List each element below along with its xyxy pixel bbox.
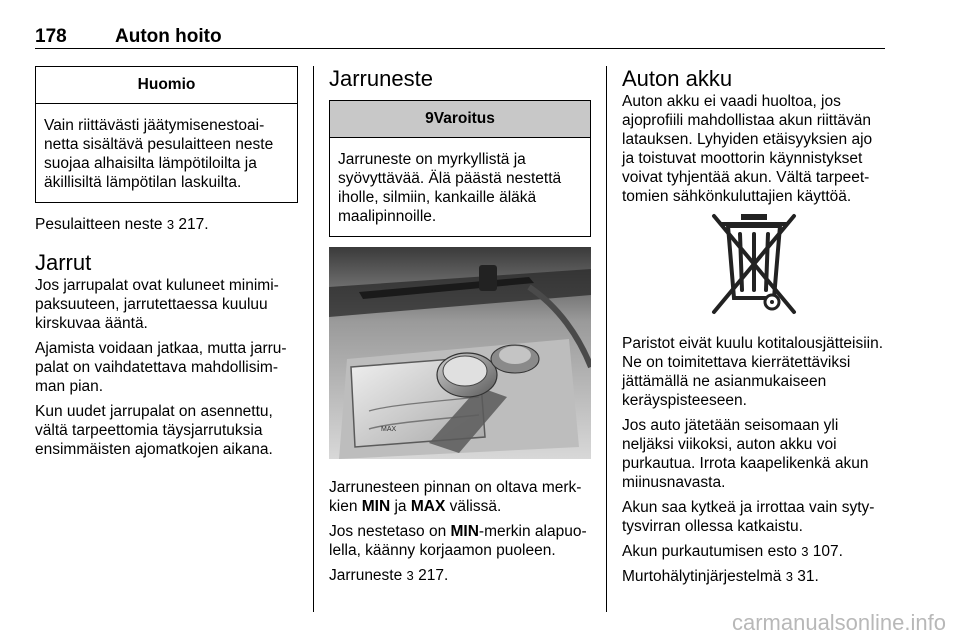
warning-box bbox=[329, 100, 591, 237]
brakes-paragraph: Jos jarrupalat ovat kuluneet minimipaksuuteen, jarrutettaessa kuuluu kirskuvaa ääntä. bbox=[35, 277, 279, 332]
washer-fluid-reference[interactable]: Pesulaitteen neste 3 217. bbox=[35, 216, 209, 233]
page-ref-icon: 3 bbox=[166, 217, 175, 232]
page-number: 178 bbox=[35, 26, 67, 47]
watermark: carmanualsonline.info bbox=[731, 610, 946, 635]
column-middle bbox=[329, 66, 591, 591]
low-fluid-text: Jos nestetaso on MIN-merkin alapuolella, käänny korjaamon puoleen. bbox=[329, 523, 587, 559]
warning-title-bar bbox=[330, 101, 590, 138]
column-divider bbox=[606, 66, 607, 612]
notice-body: Vain riittävästi jäätymisenestoainetta sisältävä pesulaitteen neste suojaa alhaisilta lämpötiloilta ja äkillisiltä lämpötilan laskuilta. bbox=[44, 117, 274, 191]
battery-paragraph: Paristot eivät kuulu kotitalousjätteisiin. Ne on toimitettava kierrätettäviksi jättämällä ne asianmukaiseen keräyspisteeseen. bbox=[622, 335, 884, 409]
brake-fluid-reservoir-photo bbox=[329, 247, 591, 459]
page-ref-icon: 3 bbox=[785, 569, 793, 584]
battery-heading: Auton akku bbox=[622, 66, 733, 91]
column-divider bbox=[313, 66, 314, 612]
warning-title: Varoitus bbox=[433, 110, 495, 127]
brake-fluid-reference[interactable]: Jarruneste 3 217. bbox=[329, 567, 449, 584]
page-ref-icon: 3 bbox=[801, 544, 809, 559]
section-title: Auton hoito bbox=[115, 26, 222, 47]
brakes-paragraph: Kun uudet jarrupalat on asennettu, vältä tarpeettomia täysjarrutuksia ensimmäisten ajomatkojen aikana. bbox=[35, 403, 273, 458]
battery-paragraph: Akun saa kytkeä ja irrottaa vain sytytysvirran ollessa katkaistu. bbox=[622, 499, 875, 535]
page-header bbox=[35, 22, 885, 49]
brakes-heading: Jarrut bbox=[35, 250, 92, 275]
max-mark-label: MAX bbox=[381, 426, 397, 433]
notice-title: Huomio bbox=[36, 67, 297, 104]
column-left bbox=[35, 66, 298, 465]
warning-triangle-icon: 9 bbox=[425, 110, 434, 127]
anti-theft-alarm-reference[interactable]: Murtohälytinjärjestelmä 3 31. bbox=[622, 568, 819, 585]
fluid-level-text: Jarrunesteen pinnan on oltava merkkien MIN ja MAX välissä. bbox=[329, 479, 582, 515]
page-ref-icon: 3 bbox=[406, 568, 414, 583]
brake-fluid-heading: Jarruneste bbox=[329, 66, 433, 91]
column-right bbox=[622, 66, 885, 592]
brakes-paragraph: Ajamista voidaan jatkaa, mutta jarrupalat on vaihdatettava mahdollisimman pian. bbox=[35, 340, 287, 395]
battery-discharge-reference[interactable]: Akun purkautumisen esto 3 107. bbox=[622, 543, 843, 560]
warning-body: Jarruneste on myrkyllistä ja syövyttävää. Älä päästä nestettä iholle, silmiin, kankaille äläkä maalipinnoille. bbox=[338, 151, 562, 225]
battery-paragraph: Auton akku ei vaadi huoltoa, jos ajoprofiili mahdollistaa akun riittävän latauksen. Lyhyiden etäisyyksien ajo ja toistuvat moottorin käynnistykset voivat tyhjentää akun. Vältä tarpeettomien sähkönkuluttajien käyttöä. bbox=[622, 93, 873, 205]
notice-box bbox=[35, 66, 298, 203]
crossed-out-wheelie-bin-icon bbox=[622, 212, 885, 316]
battery-paragraph: Jos auto jätetään seisomaan yli neljäksi viikoksi, auton akku voi purkautua. Irrota kaapelikenkä akun miinusnavasta. bbox=[622, 417, 869, 491]
